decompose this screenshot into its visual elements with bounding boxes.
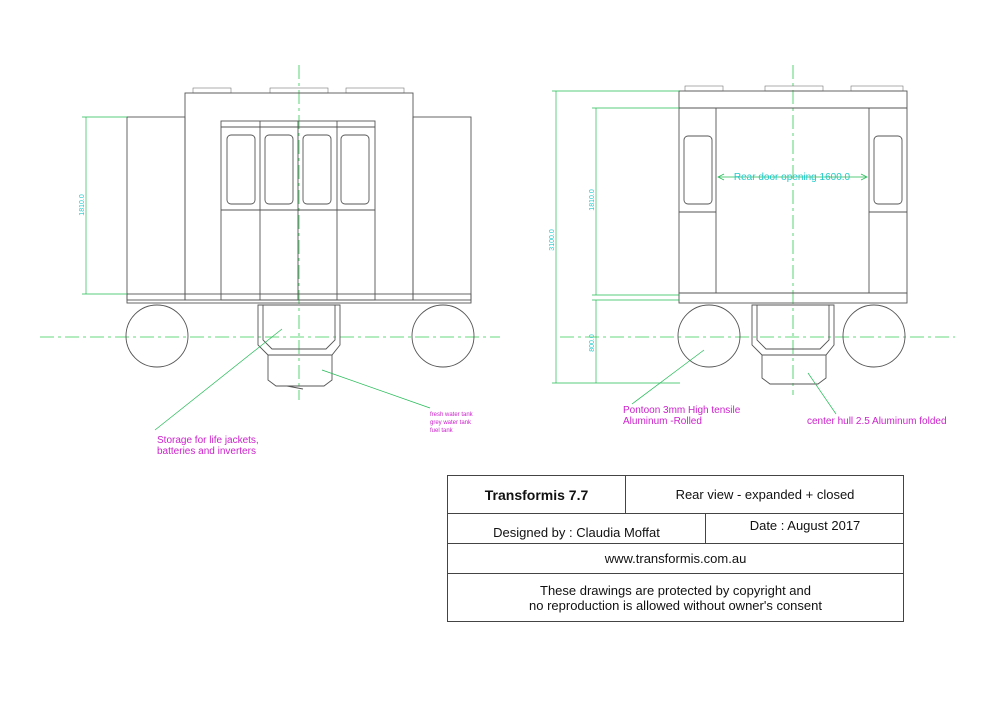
title-block xyxy=(447,475,904,622)
right-pontoon xyxy=(843,305,905,367)
designer-cell xyxy=(448,514,706,543)
tank-note-fuel: fuel tank xyxy=(430,428,453,434)
drawing-date: Date : August 2017 xyxy=(749,518,861,533)
copyright-line1: These drawings are protected by copyright and xyxy=(540,582,811,598)
center-hull-note: center hull 2.5 Aluminum folded xyxy=(807,416,947,427)
copyright-line2: no reproduction is allowed without owner's consent xyxy=(529,597,822,613)
door-window xyxy=(227,135,255,204)
tank-note-grey: grey water tank xyxy=(430,420,472,426)
website: www.transformis.com.au xyxy=(604,551,747,566)
pontoon-note-line2: Aluminum -Rolled xyxy=(623,416,702,427)
rear-door-opening xyxy=(716,108,869,293)
center-hull-leader xyxy=(808,373,836,414)
side-window xyxy=(684,136,712,204)
website-row xyxy=(448,544,903,574)
designer: Designed by : Claudia Moffat xyxy=(493,525,660,540)
hull-height-dimension: 800.0 xyxy=(589,334,596,352)
copyright-row xyxy=(448,574,903,621)
expanded-rear-view xyxy=(40,65,500,430)
left-expansion-wing xyxy=(127,117,185,300)
door-opening-dimension: Rear door opening 1600.0 xyxy=(733,172,851,183)
total-height-dimension: 3100.0 xyxy=(549,229,556,251)
right-pontoon xyxy=(412,305,474,367)
side-window xyxy=(874,136,902,204)
left-height-dimension: 1810.0 xyxy=(79,194,86,216)
tank-note-fresh: fresh water tank xyxy=(430,412,473,418)
tanks-leader xyxy=(322,370,430,408)
hull-keel xyxy=(762,355,826,384)
project-name: Transformis 7.7 xyxy=(484,486,589,503)
roof-panel xyxy=(765,86,823,91)
right-expansion-wing xyxy=(413,117,471,300)
storage-note-line2: batteries and inverters xyxy=(157,446,256,457)
door-window xyxy=(303,135,331,204)
roof-panel xyxy=(193,88,231,93)
storage-note-line1: Storage for life jackets, xyxy=(157,435,259,446)
storage-leader xyxy=(155,329,282,430)
view-cell xyxy=(626,476,904,513)
project-cell xyxy=(448,476,626,513)
right-height-dimension: 1810.0 xyxy=(589,189,596,211)
roof-panel xyxy=(851,86,903,91)
date-cell xyxy=(706,514,904,543)
closed-rear-view xyxy=(549,65,955,414)
left-pontoon xyxy=(678,305,740,367)
roof-panel xyxy=(685,86,723,91)
roof-panel xyxy=(346,88,404,93)
door-window xyxy=(341,135,369,204)
designer-row xyxy=(448,514,903,544)
pontoon-note-line1: Pontoon 3mm High tensile xyxy=(623,405,741,416)
door-window xyxy=(265,135,293,204)
left-pontoon xyxy=(126,305,188,367)
view-description: Rear view - expanded + closed xyxy=(675,487,855,502)
title-row xyxy=(448,476,903,514)
pontoon-leader xyxy=(632,350,704,404)
